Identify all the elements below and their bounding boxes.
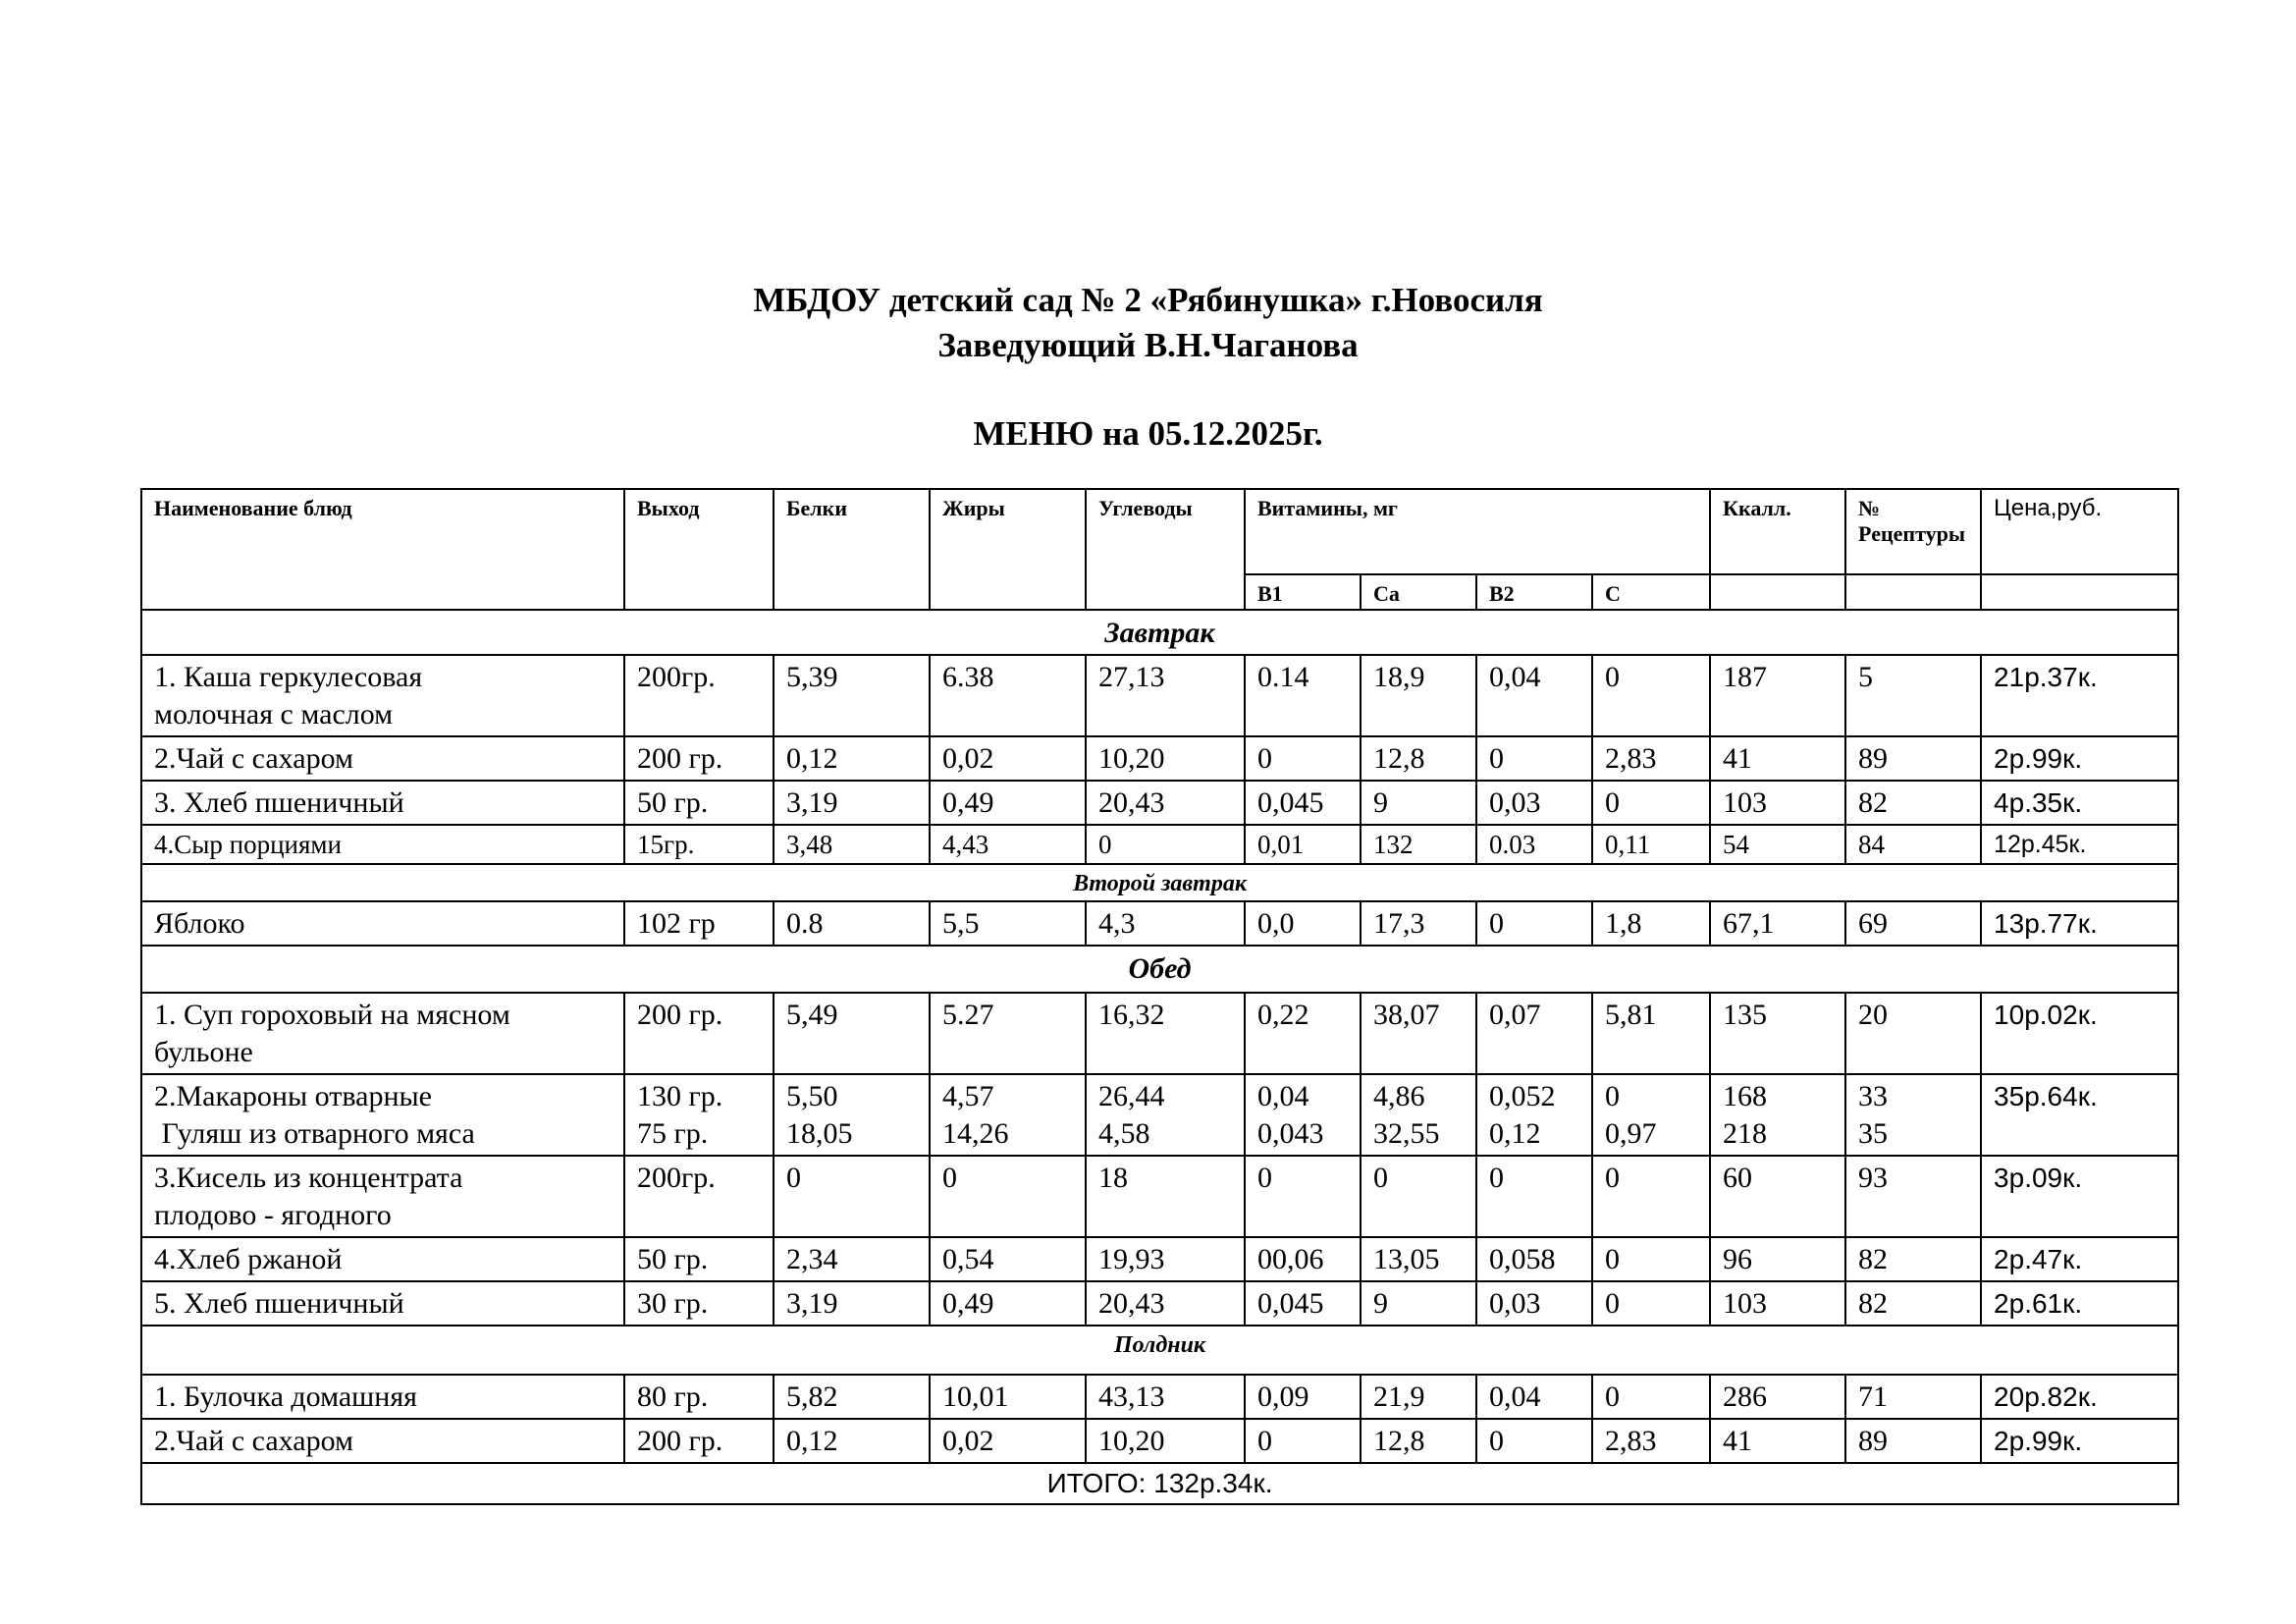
cell-output: 50 гр. xyxy=(624,781,774,825)
dish-name: 4.Хлеб ржаной xyxy=(141,1237,624,1281)
section-breakfast: Завтрак xyxy=(141,610,2178,655)
cell-price: 13р.77к. xyxy=(1981,901,2178,946)
cell-ca: 12,8 xyxy=(1361,1419,1476,1463)
section-row xyxy=(141,946,2178,993)
empty-cell xyxy=(1845,574,1981,610)
cell-kcal: 60 xyxy=(1710,1156,1845,1237)
table-row xyxy=(141,901,2178,946)
cell-b1: 0,01 xyxy=(1245,825,1361,864)
empty-cell xyxy=(1981,574,2178,610)
org-title: МБДОУ детский сад № 2 «Рябинушка» г.Новосиля xyxy=(753,281,1543,319)
cell-b2: 0 xyxy=(1476,901,1592,946)
table-row xyxy=(141,781,2178,825)
menu-title: МЕНЮ на 05.12.2025г. xyxy=(973,414,1323,453)
cell-protein: 0,12 xyxy=(774,736,930,781)
cell-carbs: 0 xyxy=(1086,825,1245,864)
table-row xyxy=(141,993,2178,1074)
dish-name: 1. Булочка домашняя xyxy=(141,1375,624,1419)
cell-recipe: 82 xyxy=(1845,781,1981,825)
table-row xyxy=(141,1156,2178,1237)
col-header-ca: Са xyxy=(1361,574,1476,610)
cell-b1: 0,09 xyxy=(1245,1375,1361,1419)
cell-output: 102 гр xyxy=(624,901,774,946)
cell-recipe: 69 xyxy=(1845,901,1981,946)
header-row xyxy=(141,489,2178,574)
cell-carbs: 26,44 4,58 xyxy=(1086,1074,1245,1156)
cell-price: 2р.61к. xyxy=(1981,1281,2178,1326)
cell-fat: 0,49 xyxy=(930,1281,1086,1326)
cell-fat: 0,49 xyxy=(930,781,1086,825)
cell-carbs: 19,93 xyxy=(1086,1237,1245,1281)
cell-c: 1,8 xyxy=(1592,901,1710,946)
cell-b2: 0,04 xyxy=(1476,655,1592,736)
section-row xyxy=(141,864,2178,901)
cell-output: 50 гр. xyxy=(624,1237,774,1281)
dish-name: 2.Чай с сахаром xyxy=(141,736,624,781)
cell-c: 0 0,97 xyxy=(1592,1074,1710,1156)
cell-protein: 5,49 xyxy=(774,993,930,1074)
cell-c: 0 xyxy=(1592,1156,1710,1237)
cell-protein: 5,39 xyxy=(774,655,930,736)
cell-recipe: 89 xyxy=(1845,1419,1981,1463)
cell-protein: 3,48 xyxy=(774,825,930,864)
cell-kcal: 96 xyxy=(1710,1237,1845,1281)
cell-fat: 6.38 xyxy=(930,655,1086,736)
cell-carbs: 10,20 xyxy=(1086,736,1245,781)
cell-fat: 4,57 14,26 xyxy=(930,1074,1086,1156)
cell-ca: 9 xyxy=(1361,781,1476,825)
cell-b1: 0.14 xyxy=(1245,655,1361,736)
cell-c: 0,11 xyxy=(1592,825,1710,864)
cell-ca: 18,9 xyxy=(1361,655,1476,736)
cell-protein: 0.8 xyxy=(774,901,930,946)
cell-recipe: 5 xyxy=(1845,655,1981,736)
table-row xyxy=(141,1237,2178,1281)
cell-recipe: 84 xyxy=(1845,825,1981,864)
cell-kcal: 103 xyxy=(1710,781,1845,825)
table-row xyxy=(141,1074,2178,1156)
cell-price: 4р.35к. xyxy=(1981,781,2178,825)
cell-price: 2р.47к. xyxy=(1981,1237,2178,1281)
cell-recipe: 82 xyxy=(1845,1237,1981,1281)
director-line: Заведующий В.Н.Чаганова xyxy=(937,326,1359,364)
cell-kcal: 41 xyxy=(1710,1419,1845,1463)
col-header-c: С xyxy=(1592,574,1710,610)
section-lunch: Обед xyxy=(141,946,2178,993)
cell-b2: 0,03 xyxy=(1476,781,1592,825)
cell-kcal: 286 xyxy=(1710,1375,1845,1419)
cell-protein: 3,19 xyxy=(774,1281,930,1326)
cell-recipe: 71 xyxy=(1845,1375,1981,1419)
cell-kcal: 54 xyxy=(1710,825,1845,864)
cell-b1: 0,22 xyxy=(1245,993,1361,1074)
cell-recipe: 82 xyxy=(1845,1281,1981,1326)
cell-c: 0 xyxy=(1592,781,1710,825)
cell-fat: 0,54 xyxy=(930,1237,1086,1281)
cell-c: 5,81 xyxy=(1592,993,1710,1074)
cell-c: 0 xyxy=(1592,1375,1710,1419)
cell-b1: 0 xyxy=(1245,736,1361,781)
cell-protein: 0,12 xyxy=(774,1419,930,1463)
cell-protein: 5,50 18,05 xyxy=(774,1074,930,1156)
cell-recipe: 93 xyxy=(1845,1156,1981,1237)
dish-name: Яблоко xyxy=(141,901,624,946)
cell-output: 130 гр. 75 гр. xyxy=(624,1074,774,1156)
section-snack: Полдник xyxy=(141,1326,2178,1375)
cell-kcal: 103 xyxy=(1710,1281,1845,1326)
cell-b2: 0,058 xyxy=(1476,1237,1592,1281)
cell-b1: 0,045 xyxy=(1245,781,1361,825)
cell-carbs: 4,3 xyxy=(1086,901,1245,946)
cell-output: 200гр. xyxy=(624,1156,774,1237)
table-row xyxy=(141,655,2178,736)
dish-name: 2.Чай с сахаром xyxy=(141,1419,624,1463)
cell-b2: 0,052 0,12 xyxy=(1476,1074,1592,1156)
cell-b2: 0,04 xyxy=(1476,1375,1592,1419)
cell-kcal: 135 xyxy=(1710,993,1845,1074)
table-row xyxy=(141,825,2178,864)
col-header-price: Цена,руб. xyxy=(1981,489,2178,574)
col-header-fat: Жиры xyxy=(930,489,1086,610)
dish-name: 1. Каша геркулесовая молочная с маслом xyxy=(141,655,624,736)
cell-carbs: 27,13 xyxy=(1086,655,1245,736)
cell-price: 2р.99к. xyxy=(1981,1419,2178,1463)
cell-ca: 4,86 32,55 xyxy=(1361,1074,1476,1156)
total-row xyxy=(141,1463,2178,1504)
cell-price: 3р.09к. xyxy=(1981,1156,2178,1237)
dish-name: 4.Сыр порциями xyxy=(141,825,624,864)
col-header-recipe: № Рецептуры xyxy=(1845,489,1981,574)
cell-c: 2,83 xyxy=(1592,1419,1710,1463)
cell-protein: 0 xyxy=(774,1156,930,1237)
section-row xyxy=(141,1326,2178,1375)
table-row xyxy=(141,1375,2178,1419)
cell-b2: 0 xyxy=(1476,736,1592,781)
dish-name: 3. Хлеб пшеничный xyxy=(141,781,624,825)
col-header-vitamins: Витамины, мг xyxy=(1245,489,1710,574)
cell-b1: 0,045 xyxy=(1245,1281,1361,1326)
cell-carbs: 16,32 xyxy=(1086,993,1245,1074)
cell-ca: 12,8 xyxy=(1361,736,1476,781)
cell-ca: 9 xyxy=(1361,1281,1476,1326)
cell-b1: 00,06 xyxy=(1245,1237,1361,1281)
empty-cell xyxy=(1710,574,1845,610)
cell-output: 200 гр. xyxy=(624,736,774,781)
cell-b2: 0 xyxy=(1476,1156,1592,1237)
table-row xyxy=(141,736,2178,781)
cell-b1: 0,04 0,043 xyxy=(1245,1074,1361,1156)
cell-carbs: 43,13 xyxy=(1086,1375,1245,1419)
cell-b1: 0,0 xyxy=(1245,901,1361,946)
cell-output: 30 гр. xyxy=(624,1281,774,1326)
cell-fat: 0,02 xyxy=(930,736,1086,781)
dish-name: 3.Кисель из концентрата плодово - ягодного xyxy=(141,1156,624,1237)
col-header-b1: В1 xyxy=(1245,574,1361,610)
cell-price: 12р.45к. xyxy=(1981,825,2178,864)
section-second-breakfast: Второй завтрак xyxy=(141,864,2178,901)
cell-recipe: 20 xyxy=(1845,993,1981,1074)
cell-carbs: 20,43 xyxy=(1086,1281,1245,1326)
cell-b1: 0 xyxy=(1245,1156,1361,1237)
cell-b1: 0 xyxy=(1245,1419,1361,1463)
cell-fat: 10,01 xyxy=(930,1375,1086,1419)
cell-kcal: 187 xyxy=(1710,655,1845,736)
cell-price: 20р.82к. xyxy=(1981,1375,2178,1419)
cell-protein: 5,82 xyxy=(774,1375,930,1419)
cell-c: 2,83 xyxy=(1592,736,1710,781)
cell-kcal: 41 xyxy=(1710,736,1845,781)
dish-name: 1. Суп гороховый на мясном бульоне xyxy=(141,993,624,1074)
cell-carbs: 10,20 xyxy=(1086,1419,1245,1463)
cell-recipe: 89 xyxy=(1845,736,1981,781)
col-header-kcal: Ккалл. xyxy=(1710,489,1845,574)
cell-ca: 38,07 xyxy=(1361,993,1476,1074)
cell-price: 35р.64к. xyxy=(1981,1074,2178,1156)
col-header-protein: Белки xyxy=(774,489,930,610)
cell-output: 200 гр. xyxy=(624,1419,774,1463)
cell-fat: 4,43 xyxy=(930,825,1086,864)
dish-name: 2.Макароны отварные Гуляш из отварного мяса xyxy=(141,1074,624,1156)
cell-price: 21р.37к. xyxy=(1981,655,2178,736)
cell-carbs: 18 xyxy=(1086,1156,1245,1237)
table-row xyxy=(141,1419,2178,1463)
cell-ca: 21,9 xyxy=(1361,1375,1476,1419)
cell-output: 80 гр. xyxy=(624,1375,774,1419)
cell-fat: 0,02 xyxy=(930,1419,1086,1463)
cell-output: 15гр. xyxy=(624,825,774,864)
table-row xyxy=(141,1281,2178,1326)
cell-b2: 0,03 xyxy=(1476,1281,1592,1326)
menu-table xyxy=(140,488,2179,1505)
dish-name: 5. Хлеб пшеничный xyxy=(141,1281,624,1326)
total-price: ИТОГО: 132р.34к. xyxy=(141,1463,2178,1504)
cell-price: 2р.99к. xyxy=(1981,736,2178,781)
cell-fat: 5,5 xyxy=(930,901,1086,946)
cell-c: 0 xyxy=(1592,1281,1710,1326)
cell-protein: 3,19 xyxy=(774,781,930,825)
cell-b2: 0.03 xyxy=(1476,825,1592,864)
cell-b2: 0 xyxy=(1476,1419,1592,1463)
cell-fat: 5.27 xyxy=(930,993,1086,1074)
cell-output: 200 гр. xyxy=(624,993,774,1074)
col-header-b2: В2 xyxy=(1476,574,1592,610)
cell-b2: 0,07 xyxy=(1476,993,1592,1074)
cell-kcal: 168 218 xyxy=(1710,1074,1845,1156)
cell-price: 10р.02к. xyxy=(1981,993,2178,1074)
cell-ca: 0 xyxy=(1361,1156,1476,1237)
cell-ca: 17,3 xyxy=(1361,901,1476,946)
cell-recipe: 33 35 xyxy=(1845,1074,1981,1156)
cell-output: 200гр. xyxy=(624,655,774,736)
cell-protein: 2,34 xyxy=(774,1237,930,1281)
cell-ca: 132 xyxy=(1361,825,1476,864)
col-header-name: Наименование блюд xyxy=(141,489,624,610)
col-header-output: Выход xyxy=(624,489,774,610)
col-header-carbs: Углеводы xyxy=(1086,489,1245,610)
section-row xyxy=(141,610,2178,655)
cell-ca: 13,05 xyxy=(1361,1237,1476,1281)
cell-c: 0 xyxy=(1592,655,1710,736)
cell-carbs: 20,43 xyxy=(1086,781,1245,825)
cell-fat: 0 xyxy=(930,1156,1086,1237)
cell-kcal: 67,1 xyxy=(1710,901,1845,946)
cell-c: 0 xyxy=(1592,1237,1710,1281)
